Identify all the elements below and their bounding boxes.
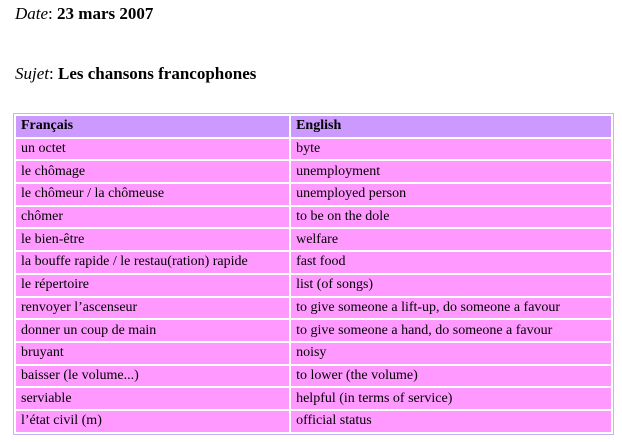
french-cell: renvoyer l’ascenseur	[16, 298, 289, 319]
english-cell: fast food	[291, 252, 611, 273]
subject-line: Sujet: Les chansons francophones	[15, 64, 257, 83]
french-cell: le chômeur / la chômeuse	[16, 184, 289, 205]
table-row	[16, 161, 611, 182]
column-header-english: English	[291, 116, 611, 137]
french-cell: baisser (le volume...)	[16, 366, 289, 387]
date-label: Date	[15, 4, 49, 23]
french-cell: le bien-être	[16, 229, 289, 250]
french-cell: un octet	[16, 139, 289, 160]
english-cell: to lower (the volume)	[291, 366, 611, 387]
french-cell: chômer	[16, 207, 289, 228]
subject-label: Sujet	[15, 64, 49, 83]
vocabulary-table	[13, 113, 614, 435]
table-header-row	[16, 116, 611, 137]
table-row	[16, 207, 611, 228]
french-cell: donner un coup de main	[16, 320, 289, 341]
table-row	[16, 366, 611, 387]
english-cell: unemployment	[291, 161, 611, 182]
english-cell: byte	[291, 139, 611, 160]
english-cell: to be on the dole	[291, 207, 611, 228]
table-row	[16, 411, 611, 432]
french-cell: bruyant	[16, 343, 289, 364]
french-cell: serviable	[16, 388, 289, 409]
table-row	[16, 388, 611, 409]
date-value: 23 mars 2007	[57, 4, 154, 23]
table-row	[16, 275, 611, 296]
french-cell: le chômage	[16, 161, 289, 182]
subject-value: Les chansons francophones	[57, 64, 257, 83]
english-cell: unemployed person	[291, 184, 611, 205]
table-row	[16, 298, 611, 319]
english-cell: list (of songs)	[291, 275, 611, 296]
french-cell: le répertoire	[16, 275, 289, 296]
table-row	[16, 320, 611, 341]
table-row	[16, 139, 611, 160]
table-row	[16, 229, 611, 250]
french-cell: l’état civil (m)	[16, 411, 289, 432]
table-row	[16, 252, 611, 273]
column-header-french: Français	[16, 116, 289, 137]
english-cell: welfare	[291, 229, 611, 250]
table-row	[16, 184, 611, 205]
date-line: Date: 23 mars 2007	[15, 4, 154, 23]
french-cell: la bouffe rapide / le restau(ration) rapide	[16, 252, 289, 273]
english-cell: helpful (in terms of service)	[291, 388, 611, 409]
english-cell: to give someone a lift-up, do someone a favour	[291, 298, 611, 319]
table-row	[16, 343, 611, 364]
english-cell: noisy	[291, 343, 611, 364]
english-cell: to give someone a hand, do someone a favour	[291, 320, 611, 341]
english-cell: official status	[291, 411, 611, 432]
